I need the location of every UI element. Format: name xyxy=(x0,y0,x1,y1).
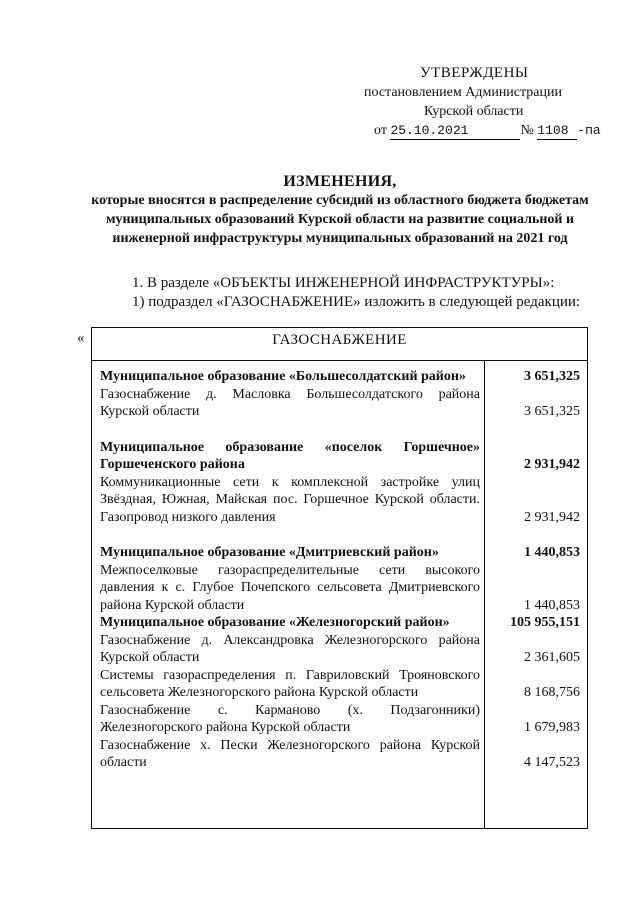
object-name: Межпоселковые газораспределительные сети высокого давления к с. Глубое Почепского сельсовета Дмитриевского района Курской области xyxy=(100,562,480,613)
district-name: Муниципальное образование «поселок Горшечное» Горшеченского района xyxy=(100,439,480,472)
object-name: Газоснабжение д. Масловка Большесолдатского района Курской области xyxy=(100,386,480,419)
district-total: 105 955,151 xyxy=(510,615,580,630)
table-row xyxy=(100,702,584,737)
table-row xyxy=(100,614,584,632)
object-name: Системы газораспределения п. Гавриловский Трояновского сельсовета Железногорского района Курской области xyxy=(100,667,480,700)
approval-line-2: постановлением Администрации xyxy=(364,85,562,100)
opening-quote-mark: « xyxy=(77,330,85,346)
number-suffix: -па xyxy=(577,123,601,138)
district-total: 3 651,325 xyxy=(524,369,580,384)
object-amount: 3 651,325 xyxy=(524,404,580,419)
approval-date-line xyxy=(364,121,614,140)
object-name: Газоснабжение с. Карманово (х. Подзагонники) Железногорского района Курской области xyxy=(100,702,480,735)
object-amount: 2 361,605 xyxy=(524,650,580,665)
intro-paragraph-2: 1) подраздел «ГАЗОСНАБЖЕНИЕ» изложить в следующей редакции: xyxy=(132,294,581,310)
title-heading: ИЗМЕНЕНИЯ, xyxy=(283,173,397,190)
district-name: Муниципальное образование «Железногорский район» xyxy=(100,615,450,630)
document-title xyxy=(90,172,590,248)
table-row xyxy=(100,737,584,772)
district-total: 1 440,853 xyxy=(524,545,580,560)
date-prefix: от xyxy=(374,123,387,138)
row-spacer xyxy=(100,421,584,439)
object-amount: 1 440,853 xyxy=(524,597,580,613)
title-subtitle: которые вносятся в распределение субсидий из областного бюджета бюджетам муниципальных образований Курской области на развитие социальной и инженерной инфраструктуры муниципальных образований на 2021 год xyxy=(91,193,589,246)
table-row xyxy=(100,632,584,667)
intro-text xyxy=(90,274,590,312)
object-amount: 1 679,983 xyxy=(524,720,580,735)
district-name: Муниципальное образование «Дмитриевский район» xyxy=(100,545,439,560)
table-header: ГАЗОСНАБЖЕНИЕ xyxy=(92,328,587,361)
approval-line-3: Курской области xyxy=(424,104,524,119)
district-name: Муниципальное образование «Большесолдатский район» xyxy=(100,369,466,384)
object-name: Газоснабжение д. Александровка Железногорского района Курской области xyxy=(100,632,480,665)
approval-date: 25.10.2021 xyxy=(390,123,520,140)
row-spacer xyxy=(100,526,584,544)
table-row xyxy=(100,544,584,562)
table-row xyxy=(100,562,584,615)
number-prefix: № xyxy=(520,123,534,138)
table-row xyxy=(100,439,584,474)
table-body xyxy=(100,368,584,772)
table-row xyxy=(100,667,584,702)
table-row xyxy=(100,474,584,527)
gas-supply-table xyxy=(91,327,588,829)
object-amount: 4 147,523 xyxy=(524,755,580,770)
approval-block xyxy=(364,64,614,140)
object-amount: 8 168,756 xyxy=(524,685,580,700)
object-name: Газоснабжение х. Пески Железногорского района Курской области xyxy=(100,737,480,770)
table-row xyxy=(100,368,584,386)
district-total: 2 931,942 xyxy=(524,457,580,472)
object-name: Коммуникационные сети к комплексной застройке улиц Звёздная, Южная, Майская пос. Горшечное Курской области. Газопровод низкого давления xyxy=(100,474,480,525)
object-amount: 2 931,942 xyxy=(524,509,580,525)
approval-number: 1108 xyxy=(537,123,577,140)
approval-heading: УТВЕРЖДЕНЫ xyxy=(420,65,529,81)
table-row xyxy=(100,386,584,421)
intro-paragraph-1: 1. В разделе «ОБЪЕКТЫ ИНЖЕНЕРНОЙ ИНФРАСТРУКТУРЫ»: xyxy=(132,275,555,291)
